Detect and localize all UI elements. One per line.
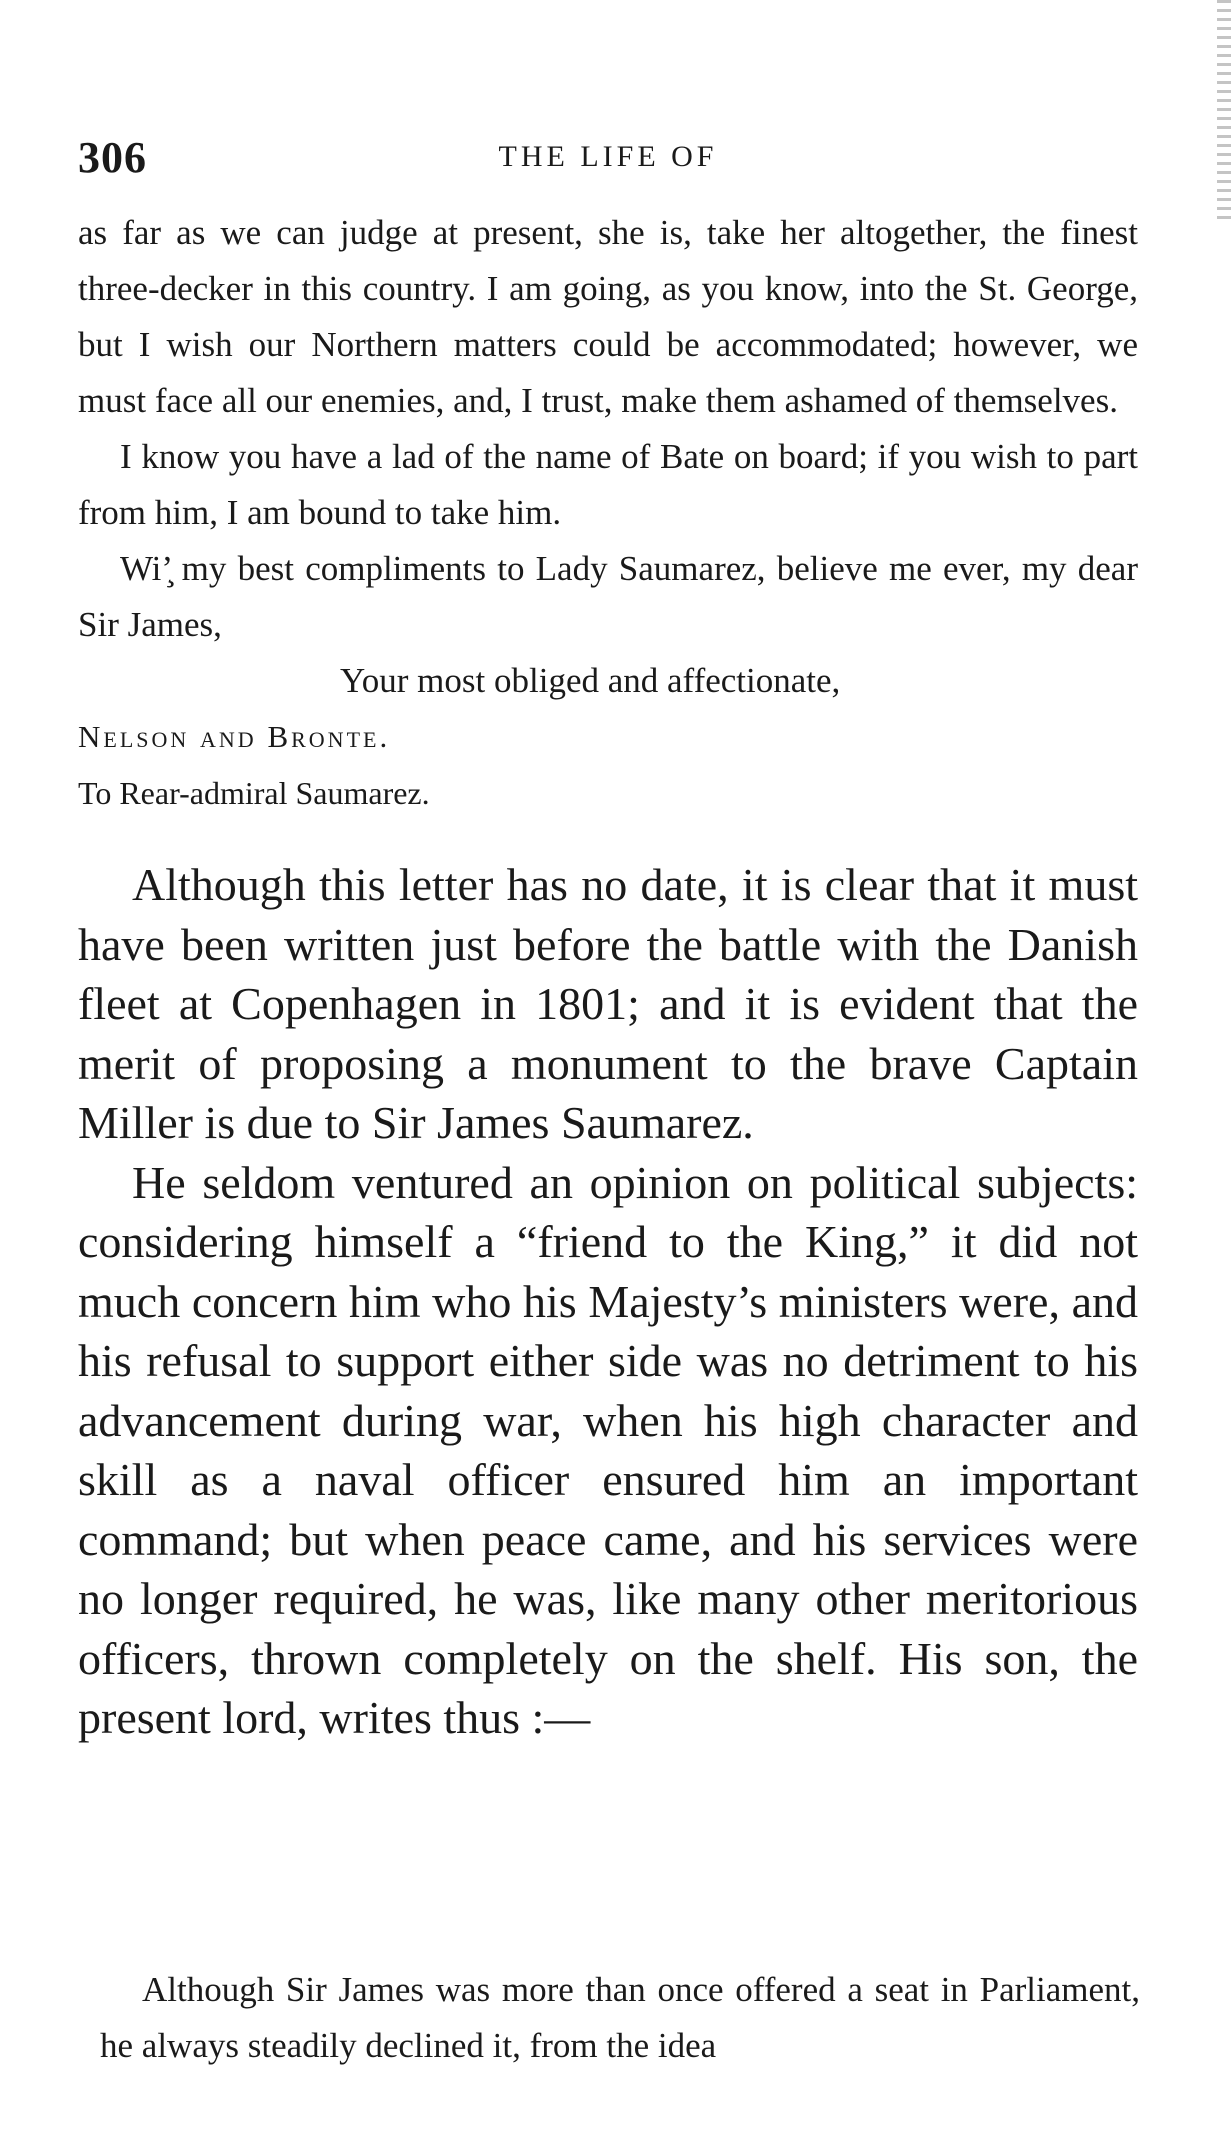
letter-paragraph: as far as we can judge at present, she is, take her altogether, the finest three-decker in this country. I am going, as you know, into the St. George, but I wish our Northern matters could be accommodated; however, we must face all our enemies, and, I trust, make them ashamed of themselves. <box>78 213 1138 420</box>
running-head: THE LIFE OF <box>498 140 718 173</box>
letter-closing: Your most obliged and affectionate, <box>340 661 841 700</box>
main-text <box>78 855 1138 1748</box>
quoted-letter <box>78 205 1138 821</box>
body-paragraph: Although this letter has no date, it is clear that it must have been written just before the battle with the Danish fleet at Copenhagen in 1801; and it is evident that the merit of proposing a monument to the brave Captain Miller is due to Sir James Saumarez. <box>78 859 1138 1148</box>
quote-paragraph: Although Sir James was more than once offered a seat in Parliament, he always steadily declined it, from the idea <box>100 1970 1140 2065</box>
page-edge-scan-mark <box>1217 0 1231 220</box>
letter-paragraph: I know you have a lad of the name of Bate on board; if you wish to part from him, I am bound to take him. <box>78 437 1138 532</box>
page-number: 306 <box>78 133 147 182</box>
letter-signature: Nelson and Bronte. <box>78 719 391 754</box>
letter-addressee: To Rear-admiral Saumarez. <box>78 775 430 811</box>
page-header <box>78 132 1138 192</box>
block-quote <box>100 1962 1140 2074</box>
letter-paragraph: Wi’̧ my best compliments to Lady Saumarez, believe me ever, my dear Sir James, <box>78 549 1138 644</box>
body-paragraph: He seldom ventured an opinion on political subjects: considering himself a “friend to the King,” it did not much concern him who his Majesty’s ministers were, and his refusal to support either side was no detriment to his advancement during war, when his high character and skill as a naval officer ensured him an important command; but when peace came, and his services were no longer required, he was, like many other meritorious officers, thrown completely on the shelf. His son, the present lord, writes thus :— <box>78 1156 1138 1743</box>
